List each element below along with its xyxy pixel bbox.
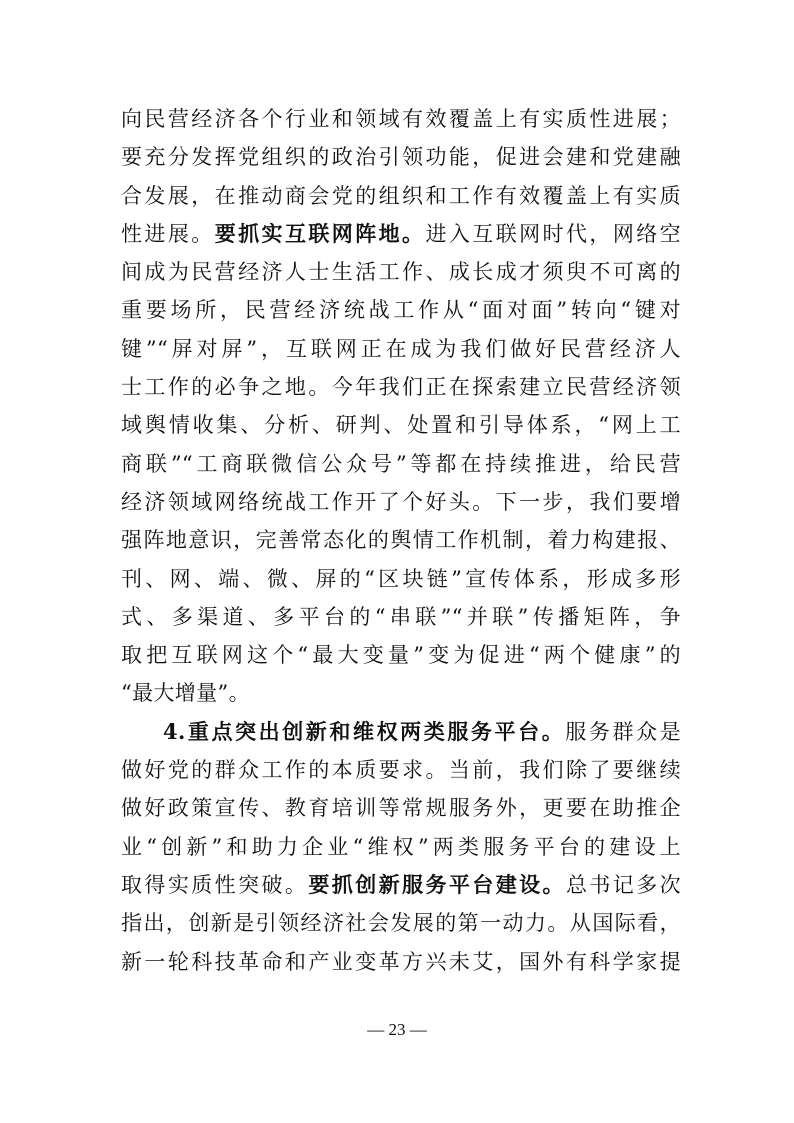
paragraph-text: 性进展。	[121, 221, 215, 246]
text-line	[121, 100, 681, 138]
text-line	[121, 636, 681, 674]
text-line	[121, 828, 681, 866]
text-line	[121, 483, 681, 521]
paragraph-text: 士工作的必争之地。今年我们正在探索建立民营经济领	[121, 375, 681, 400]
text-line	[121, 521, 681, 559]
text-line	[121, 291, 681, 329]
text-line	[121, 330, 681, 368]
bold-heading-text: 要抓实互联网阵地。	[214, 220, 426, 246]
page-number: — 23 —	[367, 1020, 427, 1039]
text-line	[121, 789, 681, 827]
text-line	[121, 138, 681, 176]
text-line	[121, 215, 681, 253]
text-line	[121, 177, 681, 215]
text-line	[121, 866, 681, 904]
paragraph-text: 指出，创新是引领经济社会发展的第一动力。从国际看，	[121, 911, 681, 936]
paragraph-text: 式、多渠道、多平台的“串联”“并联”传播矩阵，争	[121, 604, 681, 629]
text-line	[121, 674, 681, 712]
paragraph-text: 经济领域网络统战工作开了个好头。下一步，我们要增	[121, 489, 681, 514]
text-line	[121, 713, 681, 751]
paragraph-text: 强阵地意识，完善常态化的舆情工作机制，着力构建报、	[121, 528, 681, 553]
paragraph-text: 合发展，在推动商会党的组织和工作有效覆盖上有实质	[121, 183, 681, 208]
paragraph-text: 业“创新”和助力企业“维权”两类服务平台的建设上	[121, 834, 681, 859]
text-line	[121, 751, 681, 789]
paragraph-text: 商联”“工商联微信公众号”等都在持续推进，给民营	[121, 451, 681, 476]
text-line	[121, 943, 681, 981]
paragraph-text: “最大增量”。	[121, 681, 250, 706]
bold-heading-text: 要抓创新服务平台建设。	[308, 871, 566, 897]
text-line	[121, 253, 681, 291]
paragraph-text: 总书记多次	[565, 872, 681, 897]
text-line	[121, 560, 681, 598]
paragraph-text: 服务群众是	[565, 719, 682, 744]
paragraph-text: 做好党的群众工作的本质要求。当前，我们除了要继续	[121, 758, 681, 783]
paragraph-text: 做好政策宣传、教育培训等常规服务外，更要在助推企	[121, 796, 681, 821]
paragraph-text: 向民营经济各个行业和领域有效覆盖上有实质性进展；	[121, 107, 681, 131]
paragraph-text: 取得实质性突破。	[121, 872, 309, 897]
paragraph-text: 刊、网、端、微、屏的“区块链”宣传体系，形成多形	[121, 566, 681, 591]
paragraph-text: 取把互联网这个“最大变量”变为促进“两个健康”的	[121, 643, 681, 668]
paragraph-text: 新一轮科技革命和产业变革方兴未艾，国外有科学家提	[121, 949, 681, 974]
body-text	[121, 100, 681, 981]
paragraph-text: 键”“屏对屏”，互联网正在成为我们做好民营经济人	[121, 336, 681, 361]
text-line	[121, 598, 681, 636]
text-line	[121, 406, 681, 444]
paragraph-text: 间成为民营经济人士生活工作、成长成才须臾不可离的	[121, 260, 681, 285]
text-line	[121, 445, 681, 483]
text-line	[121, 368, 681, 406]
paragraph-text: 域舆情收集、分析、研判、处置和引导体系，“网上工	[121, 413, 681, 438]
paragraph-text: 进入互联网时代，网络空	[425, 221, 682, 246]
paragraph-text: 重要场所，民营经济统战工作从“面对面”转向“键对	[121, 298, 681, 323]
bold-heading-text: 4.重点突出创新和维权两类服务平台。	[163, 718, 566, 744]
text-line	[121, 904, 681, 942]
paragraph-text: 要充分发挥党组织的政治引领功能，促进会建和党建融	[121, 145, 681, 170]
